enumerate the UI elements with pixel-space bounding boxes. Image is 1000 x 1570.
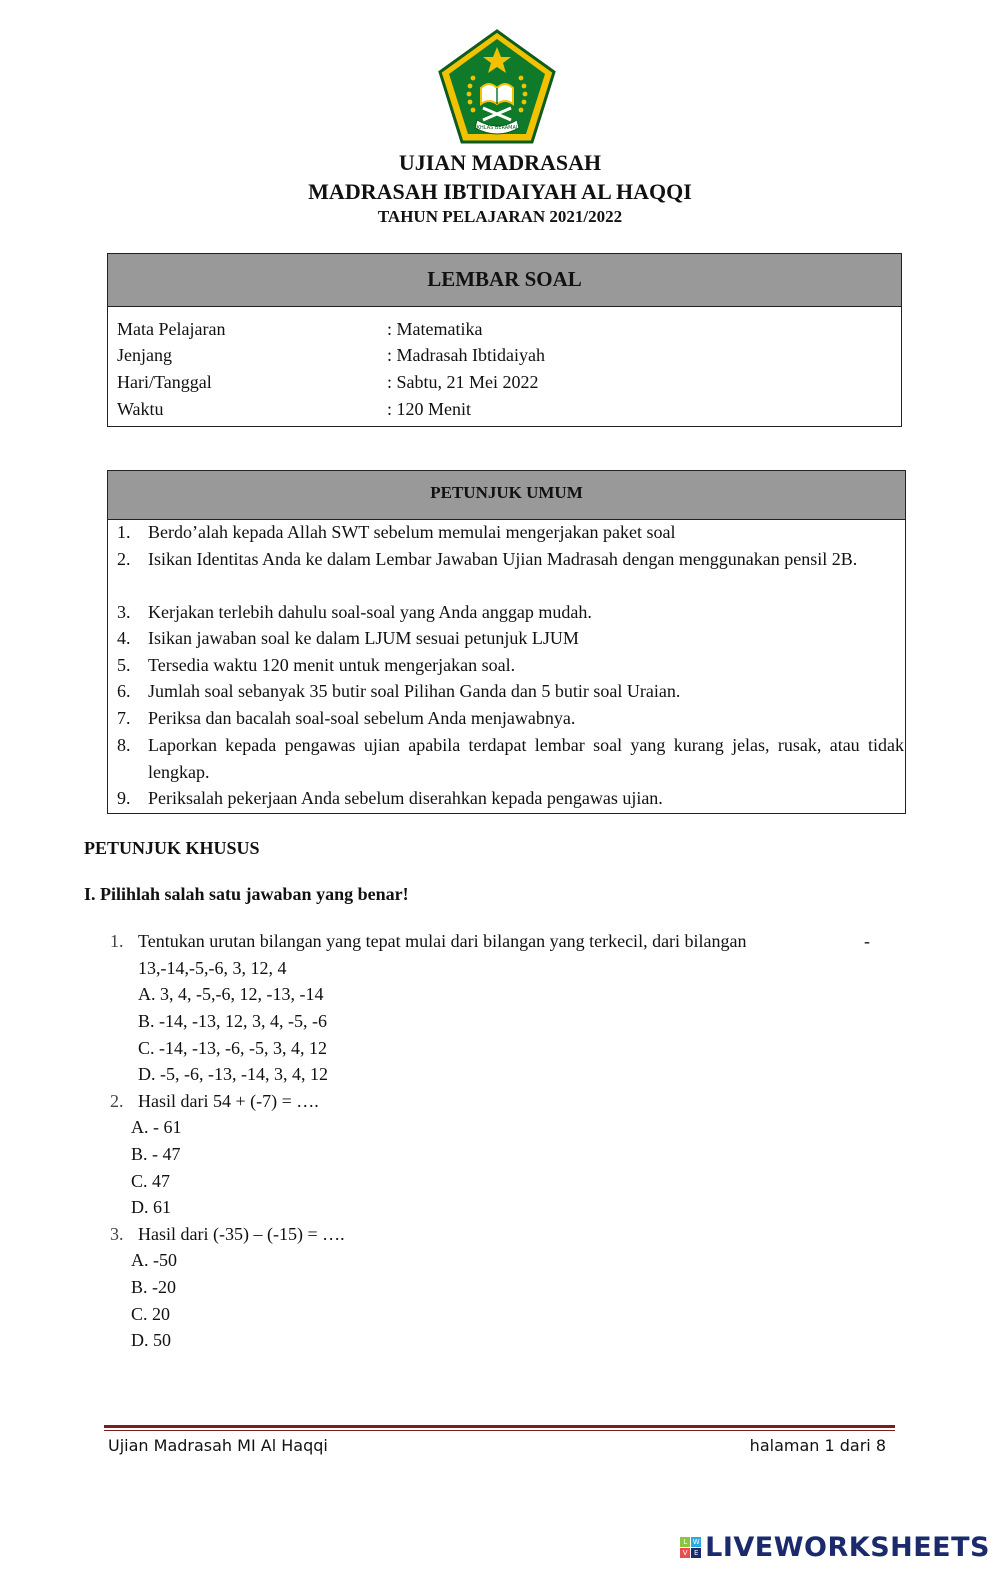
- answer-option[interactable]: B. - 47: [131, 1144, 181, 1164]
- rule-number: 8.: [117, 735, 131, 755]
- footer-left: Ujian Madrasah MI Al Haqqi: [108, 1436, 328, 1455]
- rule-text: Periksa dan bacalah soal-soal sebelum Anda menjawabnya.: [148, 708, 576, 728]
- answer-option[interactable]: C. -14, -13, -6, -5, 3, 4, 12: [138, 1038, 327, 1058]
- question-text: -: [864, 931, 870, 951]
- answer-option[interactable]: A. - 61: [131, 1117, 182, 1137]
- rule-number: 2.: [117, 549, 131, 569]
- liveworksheets-logo-icon: L W V E: [680, 1537, 701, 1558]
- rule-number: 7.: [117, 708, 131, 728]
- answer-option[interactable]: C. 47: [131, 1171, 171, 1191]
- rule-text: Isikan jawaban soal ke dalam LJUM sesuai petunjuk LJUM: [148, 628, 579, 648]
- exam-title: UJIAN MADRASAH: [398, 150, 602, 175]
- footer-rule: [104, 1425, 895, 1428]
- answer-option[interactable]: A. 3, 4, -5,-6, 12, -13, -14: [138, 984, 324, 1004]
- info-value: : Matematika: [387, 319, 483, 339]
- question-number: 3.: [110, 1224, 124, 1244]
- svg-text:IKHLAS BERAMAL: IKHLAS BERAMAL: [475, 125, 519, 131]
- info-label: Jenjang: [117, 345, 172, 365]
- rule-number: 9.: [117, 788, 131, 808]
- question-number: 1.: [110, 931, 124, 951]
- answer-option[interactable]: B. -20: [131, 1277, 176, 1297]
- lembar-soal-box: [107, 253, 902, 427]
- footer-page-number: halaman 1 dari 8: [749, 1436, 886, 1455]
- rule-number: 5.: [117, 655, 131, 675]
- rule-number: 3.: [117, 602, 131, 622]
- petunjuk-khusus-title: PETUNJUK KHUSUS: [84, 838, 260, 858]
- liveworksheets-watermark[interactable]: [680, 1528, 990, 1566]
- rule-number: 4.: [117, 628, 131, 648]
- kemenag-logo-icon: [437, 28, 557, 146]
- info-value: : Sabtu, 21 Mei 2022: [387, 372, 539, 392]
- school-name: MADRASAH IBTIDAIYAH AL HAQQI: [308, 179, 692, 204]
- petunjuk-umum-title: PETUNJUK UMUM: [108, 471, 905, 520]
- question-text: Hasil dari (-35) – (-15) = ….: [138, 1224, 345, 1244]
- rule-number: 1.: [117, 522, 131, 542]
- rule-text: Berdo’alah kepada Allah SWT sebelum memulai mengerjakan paket soal: [148, 522, 676, 542]
- question-text: Tentukan urutan bilangan yang tepat mulai dari bilangan yang terkecil, dari bilangan: [138, 931, 747, 951]
- answer-option[interactable]: C. 20: [131, 1304, 171, 1324]
- answer-option[interactable]: D. -5, -6, -13, -14, 3, 4, 12: [138, 1064, 328, 1084]
- rule-text: Periksalah pekerjaan Anda sebelum diserahkan kepada pengawas ujian.: [148, 788, 663, 808]
- lembar-soal-title: LEMBAR SOAL: [108, 254, 901, 307]
- rule-text: Jumlah soal sebanyak 35 butir soal Pilihan Ganda dan 5 butir soal Uraian.: [148, 681, 681, 701]
- answer-option[interactable]: B. -14, -13, 12, 3, 4, -5, -6: [138, 1011, 327, 1031]
- rule-text: Laporkan kepada pengawas ujian apabila terdapat lembar soal yang kurang jelas, rusak, atau tidak lengkap.: [148, 735, 904, 782]
- info-label: Hari/Tanggal: [117, 372, 212, 392]
- liveworksheets-wordmark: LIVEWORKSHEETS: [705, 1531, 990, 1563]
- footer-rule: [104, 1430, 895, 1431]
- rule-text: Tersedia waktu 120 menit untuk mengerjakan soal.: [148, 655, 516, 675]
- answer-option[interactable]: D. 61: [131, 1197, 171, 1217]
- academic-year: TAHUN PELAJARAN 2021/2022: [377, 207, 623, 226]
- petunjuk-umum-box: [107, 470, 906, 814]
- rule-text: Kerjakan terlebih dahulu soal-soal yang Anda anggap mudah.: [148, 602, 592, 622]
- info-value: : Madrasah Ibtidaiyah: [387, 345, 545, 365]
- answer-option[interactable]: A. -50: [131, 1250, 177, 1270]
- question-text: Hasil dari 54 + (-7) = ….: [138, 1091, 319, 1111]
- question-number: 2.: [110, 1091, 124, 1111]
- answer-option[interactable]: D. 50: [131, 1330, 171, 1350]
- info-label: Mata Pelajaran: [117, 319, 226, 339]
- section-instruction: I. Pilihlah salah satu jawaban yang benar!: [84, 884, 409, 904]
- info-label: Waktu: [117, 399, 164, 419]
- rule-text: Isikan Identitas Anda ke dalam Lembar Jawaban Ujian Madrasah dengan menggunakan pensil 2B.: [148, 549, 858, 569]
- info-value: : 120 Menit: [387, 399, 471, 419]
- question-text: 13,-14,-5,-6, 3, 12, 4: [138, 958, 287, 978]
- rule-number: 6.: [117, 681, 131, 701]
